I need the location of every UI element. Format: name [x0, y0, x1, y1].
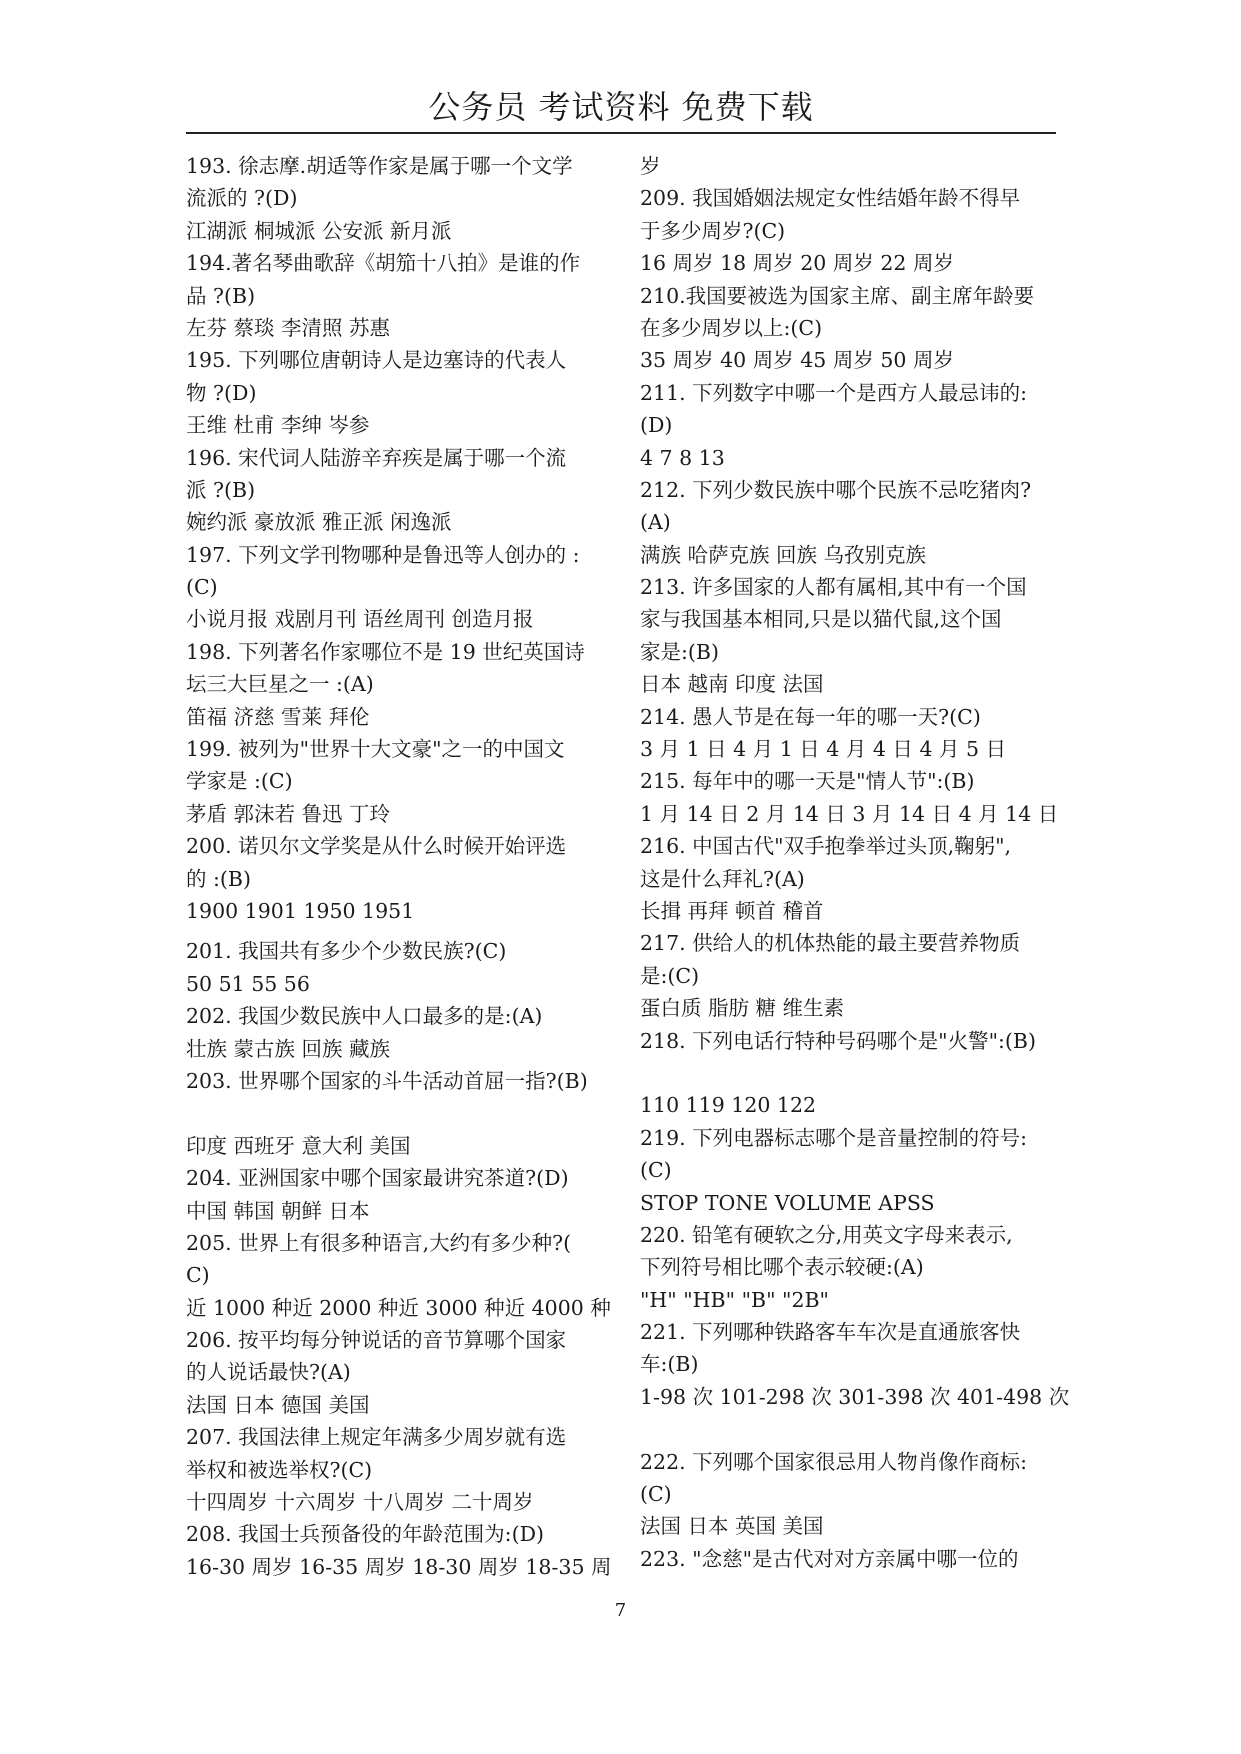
left-column [186, 150, 626, 1583]
text-line: 蛋白质 脂肪 糖 维生素 [640, 996, 845, 1021]
text-line: (C) [640, 1158, 672, 1183]
text-line: "H" "HB" "B" "2B" [640, 1287, 829, 1312]
text-line: 216. 中国古代"双手抱拳举过头顶,鞠躬", [640, 834, 1012, 859]
text-line [186, 1097, 626, 1129]
text-line: 223. "念慈"是古代对对方亲属中哪一位的 [640, 1546, 1019, 1571]
text-line: 左芬 蔡琰 李清照 苏惠 [186, 315, 391, 340]
text-line: 品 ?(B) [186, 283, 256, 308]
right-column [640, 150, 1080, 1575]
text-line: 壮族 蒙古族 回族 藏族 [186, 1036, 391, 1061]
text-line: 在多少周岁以上:(C) [640, 315, 823, 340]
text-line: 221. 下列哪种铁路客车车次是直通旅客快 [640, 1320, 1021, 1345]
text-line: 205. 世界上有很多种语言,大约有多少种?( [186, 1230, 572, 1255]
text-line: 法国 日本 德国 美国 [186, 1392, 370, 1417]
text-line [640, 1413, 1080, 1445]
text-line: 家与我国基本相同,只是以猫代鼠,这个国 [640, 607, 1002, 632]
text-line: 50 51 55 56 [186, 971, 310, 996]
text-line: 1 月 14 日 2 月 14 日 3 月 14 日 4 月 14 日 [640, 801, 1059, 826]
text-line: (D) [640, 413, 673, 438]
text-line: 满族 哈萨克族 回族 乌孜别克族 [640, 542, 927, 567]
text-line: 213. 许多国家的人都有属相,其中有一个国 [640, 575, 1027, 600]
text-line: 204. 亚洲国家中哪个国家最讲究茶道?(D) [186, 1166, 569, 1191]
text-line: 199. 被列为"世界十大文豪"之一的中国文 [186, 737, 565, 762]
text-line: 197. 下列文学刊物哪种是鲁迅等人创办的 : [186, 542, 580, 567]
text-line: C) [186, 1263, 210, 1288]
text-line: (C) [186, 575, 218, 600]
text-line: 208. 我国士兵预备役的年龄范围为:(D) [186, 1522, 544, 1547]
text-line: 202. 我国少数民族中人口最多的是:(A) [186, 1004, 543, 1029]
text-line: 江湖派 桐城派 公安派 新月派 [186, 218, 452, 243]
text-line: STOP TONE VOLUME APSS [640, 1190, 935, 1215]
text-line: 是:(C) [640, 963, 700, 988]
text-line [640, 1057, 1080, 1089]
text-line: 长揖 再拜 顿首 稽首 [640, 898, 824, 923]
text-line: 学家是 :(C) [186, 769, 293, 794]
text-line: 207. 我国法律上规定年满多少周岁就有选 [186, 1425, 567, 1450]
text-line: 日本 越南 印度 法国 [640, 672, 824, 697]
text-line: 194.著名琴曲歌辞《胡笳十八拍》是谁的作 [186, 251, 581, 276]
text-line: (A) [640, 510, 671, 535]
text-line: 于多少周岁?(C) [640, 218, 786, 243]
text-line: 214. 愚人节是在每一年的哪一天?(C) [640, 704, 981, 729]
text-line: 的人说话最快?(A) [186, 1360, 351, 1385]
text-line: 物 ?(D) [186, 380, 257, 405]
text-line: 岁 [640, 154, 661, 178]
header-divider [186, 132, 1056, 134]
text-line: 16 周岁 18 周岁 20 周岁 22 周岁 [640, 251, 954, 276]
text-line: 110 119 120 122 [640, 1093, 817, 1118]
text-line: 200. 诺贝尔文学奖是从什么时候开始评选 [186, 834, 567, 859]
text-line: 法国 日本 英国 美国 [640, 1514, 824, 1539]
text-line: 35 周岁 40 周岁 45 周岁 50 周岁 [640, 348, 954, 373]
text-line: 下列符号相比哪个表示较硬:(A) [640, 1255, 924, 1280]
text-line: 近 1000 种近 2000 种近 3000 种近 4000 种 [186, 1295, 611, 1320]
text-line: 1-98 次 101-298 次 301-398 次 401-498 次 [640, 1384, 1070, 1409]
text-line: (C) [640, 1482, 672, 1507]
page-number: 7 [614, 1600, 627, 1621]
text-line: 220. 铅笔有硬软之分,用英文字母来表示, [640, 1222, 1013, 1247]
text-line: 215. 每年中的哪一天是"情人节":(B) [640, 769, 975, 794]
text-line: 家是:(B) [640, 639, 719, 664]
text-line: 217. 供给人的机体热能的最主要营养物质 [640, 931, 1021, 956]
text-line: 198. 下列著名作家哪位不是 19 世纪英国诗 [186, 639, 585, 664]
text-line: 196. 宋代词人陆游辛弃疾是属于哪一个流 [186, 445, 567, 470]
text-line: 小说月报 戏剧月刊 语丝周刊 创造月报 [186, 607, 534, 632]
text-line: 的 :(B) [186, 866, 251, 891]
text-line: 4 7 8 13 [640, 445, 725, 470]
text-line: 203. 世界哪个国家的斗牛活动首屈一指?(B) [186, 1068, 588, 1093]
text-line: 211. 下列数字中哪一个是西方人最忌讳的: [640, 380, 1028, 405]
text-line: 流派的 ?(D) [186, 186, 298, 211]
text-line: 206. 按平均每分钟说话的音节算哪个国家 [186, 1328, 567, 1353]
text-line: 中国 韩国 朝鲜 日本 [186, 1198, 370, 1223]
text-line: 举权和被选举权?(C) [186, 1457, 373, 1482]
text-line: 十四周岁 十六周岁 十八周岁 二十周岁 [186, 1490, 534, 1515]
text-line: 派 ?(B) [186, 477, 256, 502]
text-line: 笛福 济慈 雪莱 拜伦 [186, 704, 370, 729]
text-line: 195. 下列哪位唐朝诗人是边塞诗的代表人 [186, 348, 567, 373]
text-line: 坛三大巨星之一 :(A) [186, 672, 374, 697]
text-line: 201. 我国共有多少个少数民族?(C) [186, 939, 507, 964]
text-line: 茅盾 郭沫若 鲁迅 丁玲 [186, 801, 391, 826]
text-line: 222. 下列哪个国家很忌用人物肖像作商标: [640, 1449, 1028, 1474]
text-line: 车:(B) [640, 1352, 699, 1377]
text-line: 16-30 周岁 16-35 周岁 18-30 周岁 18-35 周 [186, 1554, 612, 1579]
text-line: 印度 西班牙 意大利 美国 [186, 1133, 411, 1158]
text-line: 219. 下列电器标志哪个是音量控制的符号: [640, 1125, 1028, 1150]
text-line: 209. 我国婚姻法规定女性结婚年龄不得早 [640, 186, 1021, 211]
text-line: 这是什么拜礼?(A) [640, 866, 805, 891]
text-line: 210.我国要被选为国家主席、副主席年龄要 [640, 283, 1035, 308]
text-line: 王维 杜甫 李绅 岑参 [186, 413, 370, 438]
text-line: 212. 下列少数民族中哪个民族不忌吃猪肉? [640, 477, 1032, 502]
text-line: 婉约派 豪放派 雅正派 闲逸派 [186, 510, 452, 535]
text-line: 1900 1901 1950 1951 [186, 898, 415, 923]
text-line: 3 月 1 日 4 月 1 日 4 月 4 日 4 月 5 日 [640, 737, 1007, 762]
page-header: 公务员 考试资料 免费下载 [428, 88, 814, 126]
text-line: 218. 下列电话行特种号码哪个是"火警":(B) [640, 1028, 1036, 1053]
text-line: 193. 徐志摩.胡适等作家是属于哪一个文学 [186, 154, 573, 178]
